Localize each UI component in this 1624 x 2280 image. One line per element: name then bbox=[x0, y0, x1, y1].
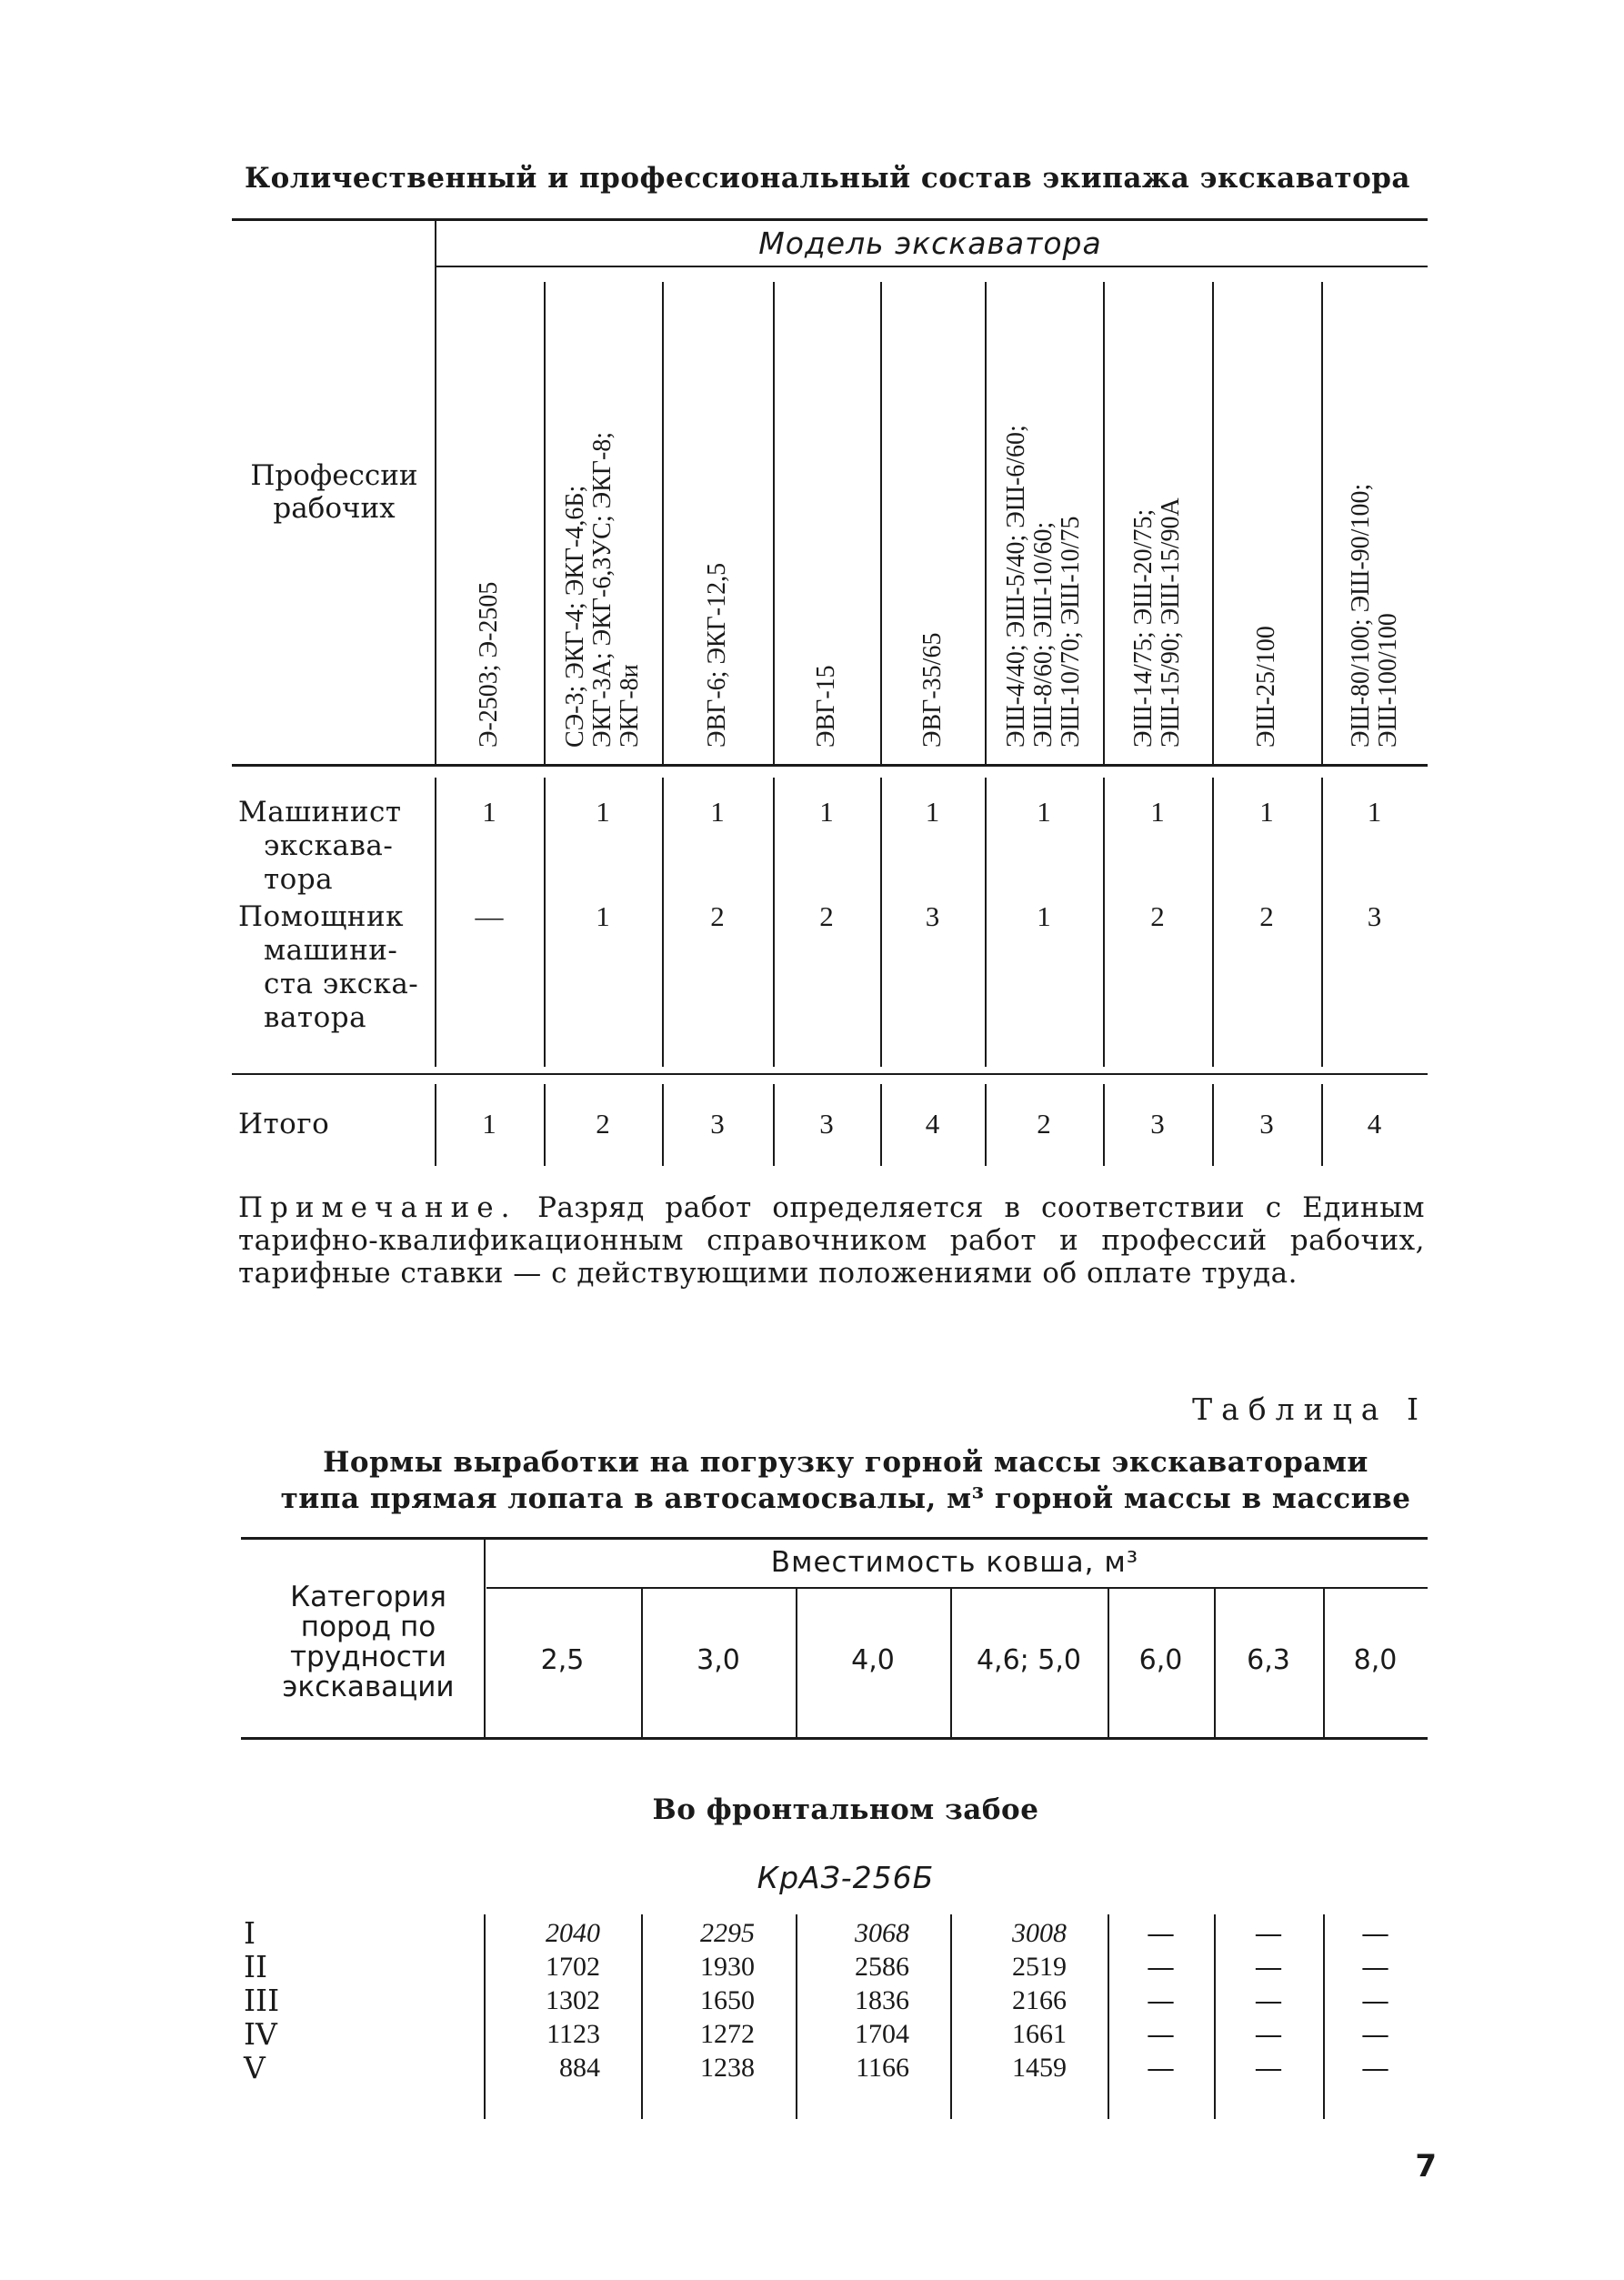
model-name-3: ЭВГ-6; ЭКГ-12,5 bbox=[703, 562, 731, 748]
crew-cell: 1 bbox=[1037, 796, 1051, 828]
table1-title-line2: типа прямая лопата в автосамосвалы, м³ горной массы в массиве bbox=[280, 1482, 1411, 1515]
crew-header-col-rule bbox=[662, 282, 664, 764]
crew-cell: 1 bbox=[1150, 796, 1165, 828]
norm-value: 1459 bbox=[1012, 2053, 1067, 2083]
model-name-6: ЭШ-8/60; ЭШ-10/60; bbox=[1029, 521, 1058, 748]
crew-cell: 1 bbox=[1259, 796, 1274, 828]
norm-value: 1650 bbox=[700, 1985, 755, 2015]
crew-cell: 4 bbox=[1367, 1108, 1382, 1140]
empty-cell-dash: — bbox=[1254, 1984, 1283, 2017]
capacity-value: 2,5 bbox=[540, 1644, 585, 1676]
norm-value: 884 bbox=[559, 2053, 600, 2083]
category-label: IV bbox=[244, 2016, 277, 2052]
note-lead: Примечание. bbox=[238, 1191, 517, 1224]
norm-value: 2166 bbox=[1012, 1985, 1067, 2015]
crew-header-col-rule bbox=[544, 282, 546, 764]
crew-header-col-rule bbox=[1321, 282, 1323, 764]
crew-row-label bbox=[238, 796, 434, 897]
norm-value: 1166 bbox=[856, 2053, 909, 2083]
norm-value: 1302 bbox=[546, 1985, 600, 2015]
crew-cell: 3 bbox=[1150, 1108, 1165, 1140]
crew-table-title: Количественный и профессиональный состав экипажа экскаватора bbox=[244, 162, 1411, 195]
crew-table-top-rule bbox=[232, 218, 1428, 221]
crew-row-label-line: Итого bbox=[238, 1108, 330, 1140]
empty-cell-dash: — bbox=[1147, 1984, 1175, 2017]
norm-value: 2586 bbox=[855, 1952, 909, 1982]
crew-row-label-line: машини- bbox=[264, 934, 398, 967]
crew-cell: 1 bbox=[482, 1108, 496, 1140]
crew-cell: 1 bbox=[925, 796, 940, 828]
model-name-9: ЭШ-100/100 bbox=[1373, 613, 1402, 748]
model-name-1: Э-2503; Э-2505 bbox=[475, 581, 503, 748]
norm-value: 1238 bbox=[700, 2053, 755, 2083]
crew-row-label-line: Машинист bbox=[238, 796, 402, 829]
section-header: Во фронтальном забое bbox=[652, 1793, 1039, 1826]
empty-cell-dash: — bbox=[1254, 1917, 1283, 1950]
model-name-7: ЭШ-15/90; ЭШ-15/90А bbox=[1157, 497, 1185, 748]
crew-row-label bbox=[238, 900, 434, 1035]
crew-row-label bbox=[238, 1108, 434, 1141]
crew-cell: 1 bbox=[482, 796, 496, 828]
model-name-8: ЭШ-25/100 bbox=[1252, 626, 1280, 748]
norm-value: 3008 bbox=[1012, 1918, 1067, 1948]
capacity-header-rule bbox=[486, 1587, 1428, 1589]
category-header-line4: экскавации bbox=[282, 1671, 455, 1703]
crew-header-col-rule bbox=[435, 221, 436, 764]
crew-header-col-rule bbox=[985, 282, 987, 764]
category-header-line1: Категория bbox=[290, 1581, 446, 1613]
crew-header-col-rule bbox=[1103, 282, 1105, 764]
category-label: III bbox=[244, 1983, 280, 2018]
crew-row-label-line: ватора bbox=[264, 1001, 367, 1034]
category-label: II bbox=[244, 1949, 268, 1984]
empty-cell-dash: — bbox=[1361, 2052, 1389, 2084]
empty-cell-dash: — bbox=[1147, 1951, 1175, 1984]
crew-cell: 3 bbox=[1367, 900, 1382, 932]
crew-cell: 1 bbox=[1037, 900, 1051, 932]
crew-cell: 2 bbox=[710, 900, 725, 932]
crew-row-label-line: Помощник bbox=[238, 900, 404, 933]
capacity-value: 6,3 bbox=[1247, 1644, 1290, 1676]
category-column-rule bbox=[484, 1539, 486, 1737]
norm-value: 1123 bbox=[546, 2019, 600, 2049]
crew-cell: 1 bbox=[819, 796, 834, 828]
category-label: I bbox=[244, 1915, 256, 1951]
model-header: Модель экскаватора bbox=[758, 226, 1102, 261]
empty-cell-dash: — bbox=[1147, 1917, 1175, 1950]
category-label: V bbox=[244, 2050, 266, 2085]
category-header bbox=[259, 1582, 477, 1702]
crew-header-col-rule bbox=[773, 282, 775, 764]
norm-value: 1704 bbox=[855, 2019, 909, 2049]
norm-value: 1930 bbox=[700, 1952, 755, 1982]
empty-cell-dash: — bbox=[1361, 1917, 1389, 1950]
note-paragraph bbox=[238, 1191, 1425, 1290]
profession-header: Профессии рабочих bbox=[250, 459, 418, 525]
model-name-2: ЭКГ-8и bbox=[616, 664, 644, 748]
crew-cell: — bbox=[475, 900, 504, 932]
model-name-6: ЭШ-10/70; ЭШ-10/75 bbox=[1057, 516, 1085, 748]
crew-cell: 1 bbox=[596, 796, 610, 828]
crew-cell: 2 bbox=[1150, 900, 1165, 932]
crew-cell: 2 bbox=[1259, 900, 1274, 932]
capacity-value: 4,0 bbox=[851, 1644, 895, 1676]
empty-cell-dash: — bbox=[1147, 2018, 1175, 2051]
model-name-9: ЭШ-80/100; ЭШ-90/100; bbox=[1346, 483, 1375, 748]
table1-title bbox=[273, 1444, 1418, 1517]
norm-value: 1836 bbox=[855, 1985, 909, 2015]
empty-cell-dash: — bbox=[1147, 2052, 1175, 2084]
capacity-value: 4,6; 5,0 bbox=[976, 1644, 1082, 1676]
crew-row-label-line: ста экска- bbox=[264, 968, 419, 1000]
model-name-4: ЭВГ-15 bbox=[812, 665, 840, 748]
capacity-value: 3,0 bbox=[697, 1644, 740, 1676]
page-number: 7 bbox=[1415, 2148, 1437, 2185]
empty-cell-dash: — bbox=[1361, 2018, 1389, 2051]
crew-cell: 1 bbox=[596, 900, 610, 932]
empty-cell-dash: — bbox=[1361, 1984, 1389, 2017]
truck-model: КрАЗ-256Б bbox=[757, 1860, 935, 1895]
empty-cell-dash: — bbox=[1254, 1951, 1283, 1984]
crew-cell: 3 bbox=[710, 1108, 725, 1140]
model-header-rule bbox=[435, 266, 1428, 267]
crew-total-rule bbox=[232, 1073, 1428, 1075]
norm-value: 2295 bbox=[700, 1918, 755, 1948]
table1-top-rule bbox=[241, 1537, 1428, 1540]
norm-value: 1272 bbox=[700, 2019, 755, 2049]
norm-value: 1661 bbox=[1012, 2019, 1067, 2049]
category-header-line3: трудности bbox=[290, 1641, 446, 1673]
capacity-value: 8,0 bbox=[1353, 1644, 1398, 1676]
crew-header-col-rule bbox=[1212, 282, 1214, 764]
crew-row-label-line: тора bbox=[264, 863, 334, 896]
capacity-value: 6,0 bbox=[1138, 1644, 1183, 1676]
crew-header-bottom-rule bbox=[232, 764, 1428, 767]
norm-value: 2519 bbox=[1012, 1952, 1067, 1982]
empty-cell-dash: — bbox=[1254, 2018, 1283, 2051]
model-name-6: ЭШ-4/40; ЭШ-5/40; ЭШ-6/60; bbox=[1002, 425, 1030, 748]
model-name-2: ЭКГ-3А; ЭКГ-6,3УС; ЭКГ-8; bbox=[588, 431, 617, 748]
crew-row-label-line: экскава- bbox=[264, 829, 394, 862]
crew-cell: 3 bbox=[819, 1108, 834, 1140]
crew-cell: 2 bbox=[819, 900, 834, 932]
crew-cell: 4 bbox=[925, 1108, 940, 1140]
crew-header-col-rule bbox=[880, 282, 882, 764]
table1-title-line1: Нормы выработки на погрузку горной массы экскаваторами bbox=[323, 1446, 1368, 1479]
note-text: Разряд работ определяется в соответствии с Единым тарифно-квалификационным справочником работ и профессий рабочих, тарифные ставки — с действующими положениями об оплате труда. bbox=[238, 1191, 1425, 1290]
category-header-line2: пород по bbox=[300, 1611, 436, 1643]
crew-cell: 2 bbox=[596, 1108, 610, 1140]
table1-header-bottom-rule bbox=[241, 1737, 1428, 1740]
empty-cell-dash: — bbox=[1361, 1951, 1389, 1984]
capacity-header: Вместимость ковша, м³ bbox=[770, 1546, 1139, 1579]
crew-cell: 1 bbox=[1367, 796, 1382, 828]
norm-value: 1702 bbox=[546, 1952, 600, 1982]
model-name-5: ЭВГ-35/65 bbox=[917, 632, 947, 748]
model-name-2: СЭ-3; ЭКГ-4; ЭКГ-4,6Б; bbox=[561, 485, 589, 748]
crew-cell: 1 bbox=[710, 796, 725, 828]
crew-cell: 3 bbox=[925, 900, 940, 932]
empty-cell-dash: — bbox=[1254, 2052, 1283, 2084]
crew-cell: 3 bbox=[1259, 1108, 1274, 1140]
table-number: Таблица I bbox=[1192, 1391, 1428, 1427]
norm-value: 2040 bbox=[546, 1918, 600, 1948]
norm-value: 3068 bbox=[855, 1918, 909, 1948]
model-name-7: ЭШ-14/75; ЭШ-20/75; bbox=[1129, 508, 1158, 748]
crew-cell: 2 bbox=[1037, 1108, 1051, 1140]
